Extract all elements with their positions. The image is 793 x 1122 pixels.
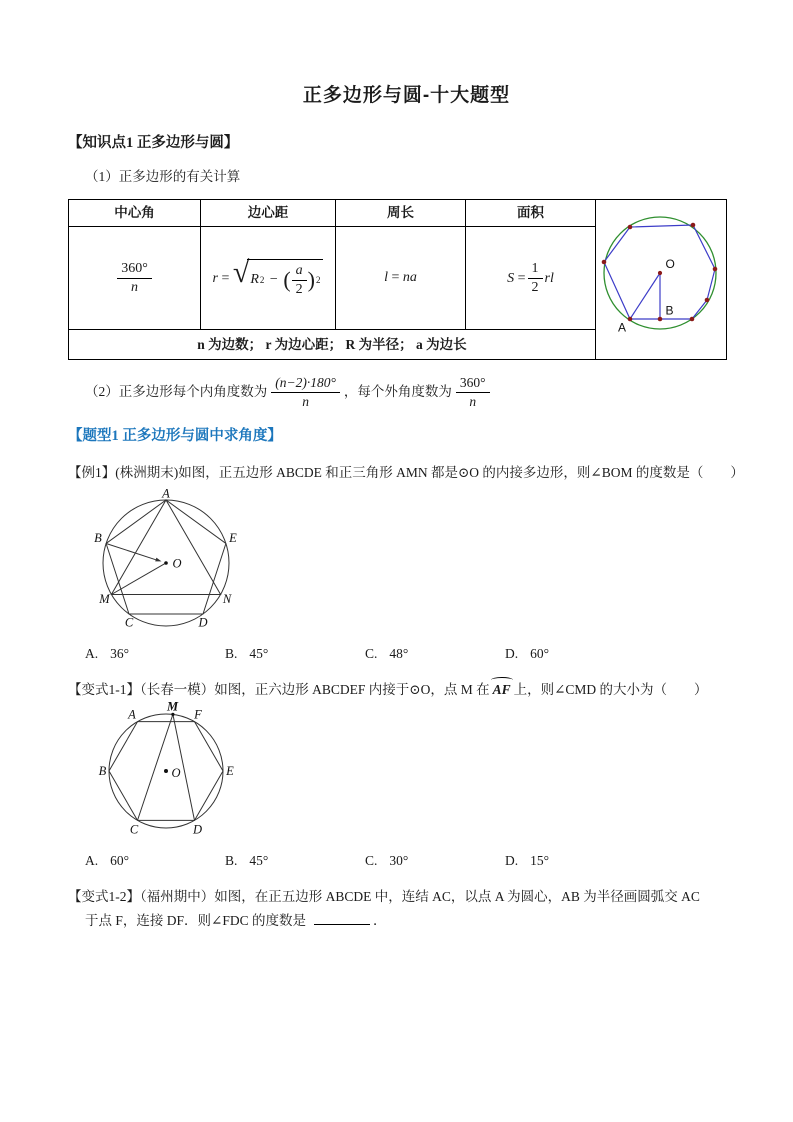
variant11-post-text: 上，则∠CMD 的大小为（ ）	[513, 681, 708, 697]
label-D: D	[198, 615, 208, 630]
central-angle-formula	[69, 227, 201, 330]
column-header-central-angle: 中心角	[69, 200, 201, 227]
example1-figure-wrap	[82, 489, 745, 637]
inscribed-heptagon-figure	[596, 207, 728, 347]
hexagon-figure	[90, 701, 242, 837]
column-header-area: 面积	[466, 200, 596, 227]
item2-pre-text: （2）正多边形每个内角度数为	[85, 384, 268, 400]
example1-options	[68, 644, 745, 664]
label-B: B	[98, 764, 107, 779]
variant11-options	[68, 851, 745, 871]
option-C: C. 48°	[365, 646, 409, 662]
label-A: A	[618, 320, 627, 335]
label-C: C	[129, 822, 139, 837]
label-E: E	[226, 764, 234, 779]
label-D: D	[192, 822, 203, 837]
option-D: D. 60°	[505, 646, 550, 662]
answer-blank	[314, 912, 370, 925]
exterior-angle-fraction: $\frac{360^\circ}{n}$	[456, 375, 490, 409]
variant12-line2-period: ．	[372, 913, 387, 929]
label-N: N	[222, 591, 232, 606]
formula-table	[68, 199, 727, 360]
option-B: B. 45°	[225, 852, 269, 868]
arc-symbol	[491, 677, 513, 683]
option-A: A. 60°	[85, 852, 130, 868]
label-F: F	[194, 707, 202, 722]
formula-table-header-row	[69, 200, 727, 227]
label-C: C	[124, 615, 134, 630]
triangle-AMN	[111, 500, 220, 595]
pentagon-triangle-figure	[82, 489, 247, 631]
example1-question: 【例1】(株洲期末)如图，正五边形 ABCDE 和正三角形 AMN 都是⊙O 的内接多边形，则∠BOM 的度数是（ ）	[68, 465, 744, 481]
perimeter-formula: l = na	[336, 227, 466, 330]
label-E: E	[229, 530, 237, 545]
table-note: n 为边数； r 为边心距； R 为半径； a 为边长	[69, 330, 596, 360]
central-angle-numerator: 360°	[117, 261, 152, 279]
item2-mid-text: ，每个外角度数为	[343, 384, 452, 400]
arrowhead-to-O	[155, 557, 161, 561]
table-figure-cell	[596, 200, 727, 360]
pentagon-ABCDE	[106, 500, 226, 614]
knowledge-point-heading: 【知识点1 正多边形与圆】	[68, 134, 239, 151]
center-dot-O	[164, 561, 168, 565]
label-M: M	[166, 701, 179, 714]
label-O: O	[171, 766, 181, 781]
label-B: B	[94, 530, 102, 545]
knowledge-item-1: （1）正多边形的有关计算	[85, 168, 241, 184]
variant12-line2	[68, 911, 745, 931]
topic-1-heading: 【题型1 正多边形与圆中求角度】	[68, 428, 282, 445]
segment-MO	[111, 564, 164, 595]
column-header-perimeter: 周长	[336, 200, 466, 227]
interior-angle-fraction: $\frac{(n-2)\cdot 180^\circ}{n}$	[271, 375, 340, 409]
option-C: C. 30°	[365, 852, 409, 868]
arc-AF: AF	[492, 680, 512, 700]
label-A: A	[128, 707, 136, 722]
label-O: O	[665, 256, 675, 271]
central-angle-denominator: n	[130, 279, 138, 295]
area-formula: S = $\frac{1}{2}$ rl	[466, 227, 596, 330]
option-A: A. 36°	[85, 646, 130, 662]
page-title: 正多边形与圆-十大题型	[302, 85, 511, 106]
variant11-figure-wrap	[90, 701, 745, 843]
label-A: A	[162, 488, 170, 501]
option-D: D. 15°	[505, 852, 550, 868]
center-dot-O	[164, 769, 168, 773]
variant11-question	[68, 680, 745, 700]
radius-OA	[630, 273, 660, 319]
segment-BO	[106, 543, 157, 560]
option-B: B. 45°	[225, 646, 269, 662]
label-B: B	[665, 303, 674, 318]
square-root: √ R 2 − ( $\frac{a}{2}$ ) 2	[233, 259, 324, 298]
variant11-pre-text: 【变式1-1】（长春一模）如图，正六边形 ABCDEF 内接于⊙O，点 M 在	[68, 681, 490, 697]
apothem-formula: r = √ R 2 − ( $\frac{a}{2}$ ) 2	[201, 227, 336, 330]
label-O: O	[172, 556, 182, 571]
label-M: M	[99, 591, 110, 606]
knowledge-item-2	[68, 375, 745, 409]
variant12-line1: 【变式1-2】（福州期中）如图，在正五边形 ABCDE 中，连结 AC，以点 A 为圆心，AB 为半径画圆弧交 AC	[68, 888, 700, 904]
variant12-line2-text: 于点 F，连接 DF．则∠FDC 的度数是	[85, 913, 306, 929]
column-header-apothem: 边心距	[201, 200, 336, 227]
segment-MC	[138, 715, 173, 821]
